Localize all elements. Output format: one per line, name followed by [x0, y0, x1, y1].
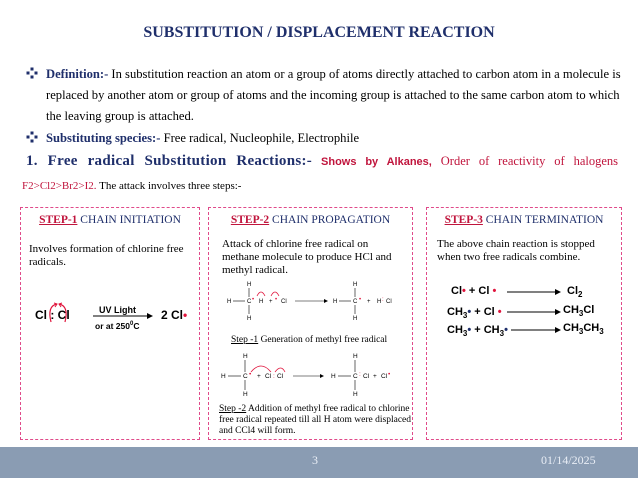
svg-text:+: + — [367, 299, 371, 305]
svg-text:H: H — [333, 299, 338, 305]
termination-row3-left: $CH_3•$ + $CH_3•$ — [447, 324, 508, 339]
termination-row3-product: $CH_3CH_3$ — [563, 322, 604, 337]
steps-note: The attack involves three steps:- — [96, 180, 242, 192]
footer-date: 01/14/2025 — [541, 453, 596, 467]
step2-title: CHAIN PROPAGATION — [269, 214, 391, 226]
svg-text:C: C — [353, 299, 358, 305]
species-text: Free radical, Nucleophile, Electrophile — [160, 131, 360, 145]
svg-text:H: H — [377, 299, 382, 305]
definition-bullet — [26, 64, 622, 127]
panel-chain-propagation — [208, 207, 413, 440]
page-number: 3 — [312, 453, 318, 467]
svg-text:C: C — [243, 373, 248, 380]
svg-text:•: • — [388, 371, 391, 378]
free-radical-heading — [26, 153, 618, 170]
page-title: SUBSTITUTION / DISPLACEMENT REACTION — [143, 24, 495, 41]
diamond-bullet-icon — [26, 131, 38, 143]
svg-text:H: H — [247, 282, 252, 288]
svg-text:H: H — [353, 282, 358, 288]
steps-line — [22, 180, 241, 192]
svg-text:•: • — [359, 297, 362, 303]
panel1-heading — [21, 214, 199, 226]
panel-chain-initiation — [20, 207, 200, 440]
svg-text:H: H — [353, 391, 358, 398]
free-radical-title: 1. Free radical Substitution Reactions:- — [26, 153, 313, 169]
svg-text:Cl: Cl — [381, 373, 388, 380]
definition-term: Definition:- — [46, 67, 109, 81]
svg-text:Cl: Cl — [386, 299, 392, 305]
termination-row1-left: Cl• + Cl • — [451, 285, 497, 297]
svg-text:•: • — [249, 371, 252, 378]
step3-description: The above chain reaction is stopped when two free radicals combine. — [437, 238, 595, 263]
svg-text:•: • — [275, 297, 278, 303]
propagation-step1-diagram — [219, 276, 409, 328]
reaction-arrow-icon — [507, 308, 563, 316]
halogen-series: F2>Cl2>Br2>I2. — [22, 180, 97, 192]
svg-text:H: H — [227, 299, 232, 305]
propagation-step2-diagram — [215, 350, 405, 402]
step1-product: 2 Cl• — [161, 308, 188, 322]
svg-text::: : — [273, 373, 275, 380]
panel-chain-termination — [426, 207, 622, 440]
electron-arrows-icon — [31, 296, 91, 330]
svg-text:+: + — [257, 373, 261, 380]
species-bullet — [26, 128, 622, 149]
svg-text:H: H — [243, 391, 248, 398]
step3-title: CHAIN TERMINATION — [482, 214, 604, 226]
step1-description: Involves formation of chlorine free radicals. — [29, 243, 184, 268]
svg-text:C: C — [353, 373, 358, 380]
alkanes-note: Shows by Alkanes, — [321, 156, 432, 168]
svg-text:C: C — [247, 299, 252, 305]
svg-text:Cl: Cl — [281, 299, 287, 305]
termination-row2-product: $CH_3Cl$ — [563, 304, 595, 319]
svg-text:H: H — [259, 299, 264, 305]
reaction-arrow-icon — [507, 288, 563, 296]
svg-text:H: H — [331, 373, 336, 380]
svg-text:H: H — [243, 353, 248, 360]
step1-reactant: Cl : Cl — [35, 308, 70, 322]
diamond-bullet-icon — [26, 67, 38, 79]
definition-text: In substitution reaction an atom or a group of atoms directly attached to carbon atom in a molecule is replaced by another atom or group of atoms and the incoming group is attached to the same carbon atom to which the leaving group is attached. — [46, 67, 621, 123]
step1-label: STEP-1 — [39, 214, 78, 226]
svg-text:•: • — [252, 297, 255, 303]
reaction-arrow-icon — [511, 326, 563, 334]
termination-row1-product: $Cl_2$ — [567, 285, 583, 300]
svg-text::: : — [382, 297, 384, 303]
propagation-caption1: Step -1 Generation of methyl free radical — [231, 335, 388, 345]
step3-label: STEP-3 — [444, 214, 483, 226]
termination-row2-left: $CH_3• + Cl$ • — [447, 306, 502, 321]
svg-text:Cl: Cl — [265, 373, 272, 380]
step2-description: Attack of chlorine free radical on methane molecule to produce HCl and methyl radical. — [222, 238, 392, 276]
svg-text:H: H — [353, 316, 358, 322]
panel2-heading — [209, 214, 412, 226]
uv-light-label: UV Light — [99, 305, 136, 315]
step2-label: STEP-2 — [230, 214, 270, 226]
species-term: Substituting species:- — [46, 131, 161, 145]
reaction-arrow-icon — [93, 312, 155, 320]
svg-text:Cl: Cl — [277, 373, 284, 380]
svg-text:H: H — [353, 353, 358, 360]
svg-text:H: H — [247, 316, 252, 322]
panel3-heading — [427, 214, 621, 226]
temperature-label: or at $250^0C$ — [95, 321, 140, 331]
svg-text:Cl: Cl — [363, 373, 370, 380]
step1-title: CHAIN INITIATION — [77, 214, 181, 226]
svg-text::: : — [359, 371, 361, 378]
svg-text:+: + — [373, 373, 377, 380]
reactivity-order-label: Order of reactivity of halogens — [440, 154, 619, 168]
svg-text:+: + — [269, 299, 273, 305]
propagation-caption2: Step -2 Addition of methyl free radical to chlorine free radical repeated till all H atom were displaced and CCl4 will form. — [219, 404, 412, 436]
svg-text:H: H — [221, 373, 226, 380]
